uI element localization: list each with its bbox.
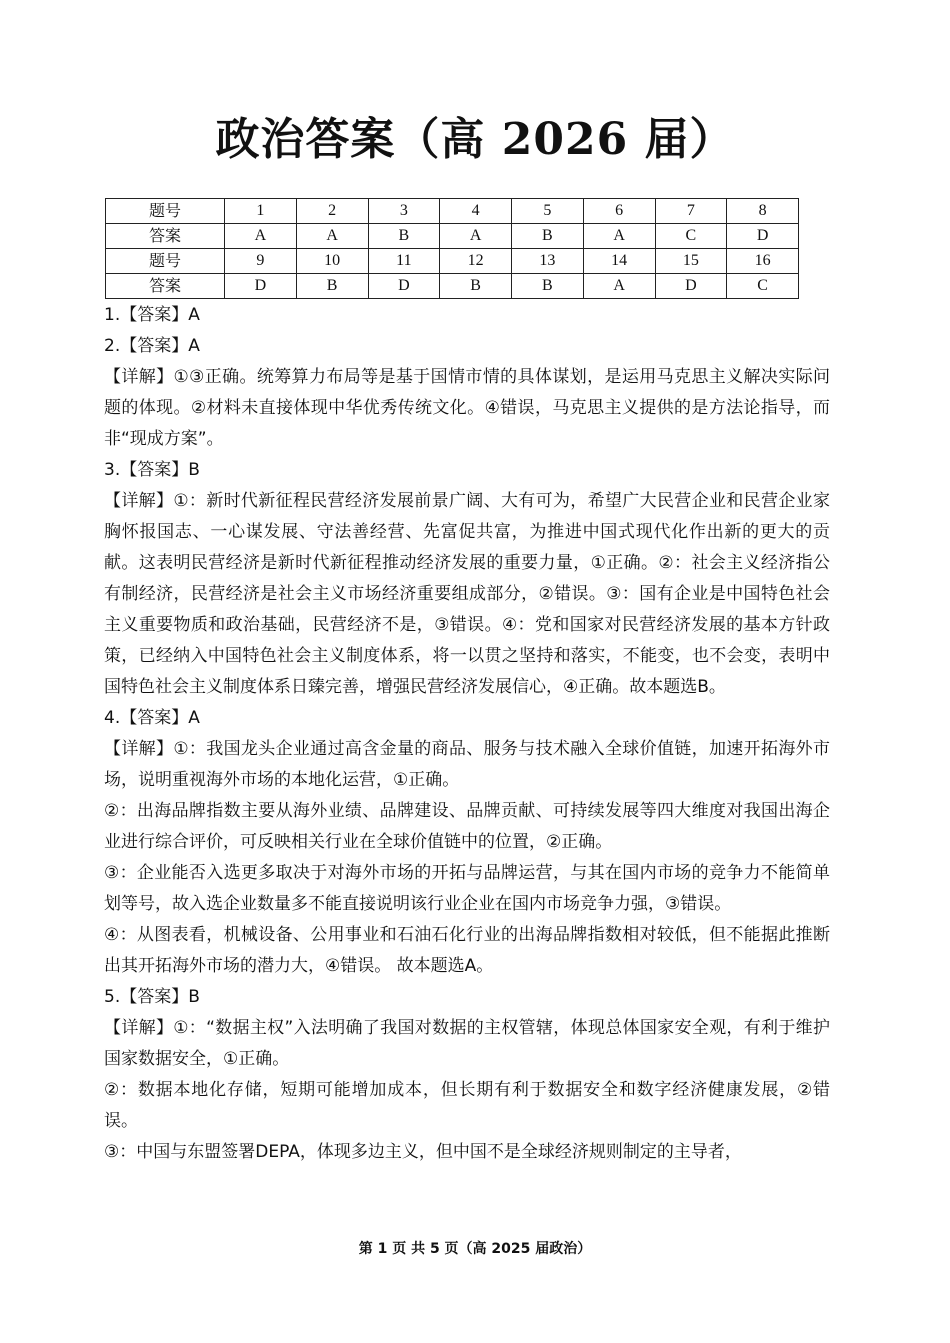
table-cell: 13 (512, 249, 584, 274)
table-cell: 7 (655, 199, 727, 224)
table-cell: D (225, 274, 297, 299)
table-cell: A (583, 224, 655, 249)
answer-table (105, 198, 799, 299)
page-title: 政治答案（高 2026 届） (215, 114, 735, 165)
explanation-paragraph: 【详解】①：我国龙头企业通过高含金量的商品、服务与技术融入全球价值链，加速开拓海外市场，说明重视海外市场的本地化运营，①正确。 (104, 739, 830, 790)
explanation-paragraph: 【详解】①：“数据主权”入法明确了我国对数据的主权管辖，体现总体国家安全观，有利于维护国家数据安全，①正确。 (104, 1018, 830, 1069)
explanation-paragraph: 【详解】①：新时代新征程民营经济发展前景广阔、大有可为，希望广大民营企业和民营企业家胸怀报国志、一心谋发展、守法善经营、先富促共富，为推进中国式现代化作出新的更大的贡献。这表明民营经济是新时代新征程推动经济发展的重要力量，①正确。②：社会主义经济指公有制经济，民营经济是社会主义市场经济重要组成部分，②错误。③：国有企业是中国特色社会主义重要物质和政治基础，民营经济不是，③错误。④：党和国家对民营经济发展的基本方针政策，已经纳入中国特色社会主义制度体系，将一以贯之坚持和落实，不能变，也不会变，表明中国特色社会主义制度体系日臻完善，增强民营经济发展信心，④正确。故本题选B。 (104, 491, 830, 697)
table-cell: 8 (727, 199, 799, 224)
explanation-paragraph: 【详解】①③正确。统筹算力布局等是基于国情市情的具体谋划，是运用马克思主义解决实际问题的体现。②材料未直接体现中华优秀传统文化。④错误，马克思主义提供的是方法论指导，而非“现成方案”。 (104, 367, 830, 449)
answer-line: 4.【答案】A (104, 708, 200, 728)
table-cell: 15 (655, 249, 727, 274)
table-cell: 4 (440, 199, 512, 224)
table-cell: A (440, 224, 512, 249)
table-row (106, 249, 799, 274)
table-row (106, 199, 799, 224)
table-row-header: 题号 (106, 249, 225, 274)
table-cell: 16 (727, 249, 799, 274)
table-cell: 10 (296, 249, 368, 274)
answer-line: 1.【答案】A (104, 305, 200, 325)
table-cell: D (655, 274, 727, 299)
page-footer: 第 1 页 共 5 页（高 2025 届政治） (358, 1241, 592, 1257)
explanation-paragraph: ③：企业能否入选更多取决于对海外市场的开拓与品牌运营，与其在国内市场的竞争力不能简单划等号，故入选企业数量多不能直接说明该行业企业在国内市场竞争力强，③错误。 (104, 863, 830, 914)
table-cell: B (512, 224, 584, 249)
explanation-paragraph: ②：出海品牌指数主要从海外业绩、品牌建设、品牌贡献、可持续发展等四大维度对我国出海企业进行综合评价，可反映相关行业在全球价值链中的位置，②正确。 (104, 801, 830, 852)
table-cell: D (368, 274, 440, 299)
table-cell: C (655, 224, 727, 249)
table-cell: B (512, 274, 584, 299)
table-cell: A (583, 274, 655, 299)
table-cell: 11 (368, 249, 440, 274)
table-cell: B (296, 274, 368, 299)
table-cell: 5 (512, 199, 584, 224)
table-cell: 14 (583, 249, 655, 274)
table-cell: 12 (440, 249, 512, 274)
table-cell: D (727, 224, 799, 249)
explanation-paragraph: ③：中国与东盟签署DEPA，体现多边主义，但中国不是全球经济规则制定的主导者， (104, 1142, 742, 1162)
table-row-header: 题号 (106, 199, 225, 224)
answer-line: 3.【答案】B (104, 460, 200, 480)
table-cell: 1 (225, 199, 297, 224)
table-row-header: 答案 (106, 274, 225, 299)
explanation-paragraph: ④：从图表看，机械设备、公用事业和石油石化行业的出海品牌指数相对较低，但不能据此推断出其开拓海外市场的潜力大，④错误。 故本题选A。 (104, 925, 830, 976)
explanation-paragraph: ②：数据本地化存储，短期可能增加成本，但长期有利于数据安全和数字经济健康发展，②错误。 (104, 1080, 830, 1131)
table-cell: B (368, 224, 440, 249)
table-row (106, 274, 799, 299)
table-cell: 3 (368, 199, 440, 224)
table-cell: C (727, 274, 799, 299)
table-row-header: 答案 (106, 224, 225, 249)
answer-line: 2.【答案】A (104, 336, 200, 356)
table-cell: 6 (583, 199, 655, 224)
explanation-body (104, 300, 830, 1168)
answer-line: 5.【答案】B (104, 987, 200, 1007)
table-cell: A (225, 224, 297, 249)
table-row (106, 224, 799, 249)
table-cell: A (296, 224, 368, 249)
table-cell: B (440, 274, 512, 299)
table-cell: 9 (225, 249, 297, 274)
table-cell: 2 (296, 199, 368, 224)
